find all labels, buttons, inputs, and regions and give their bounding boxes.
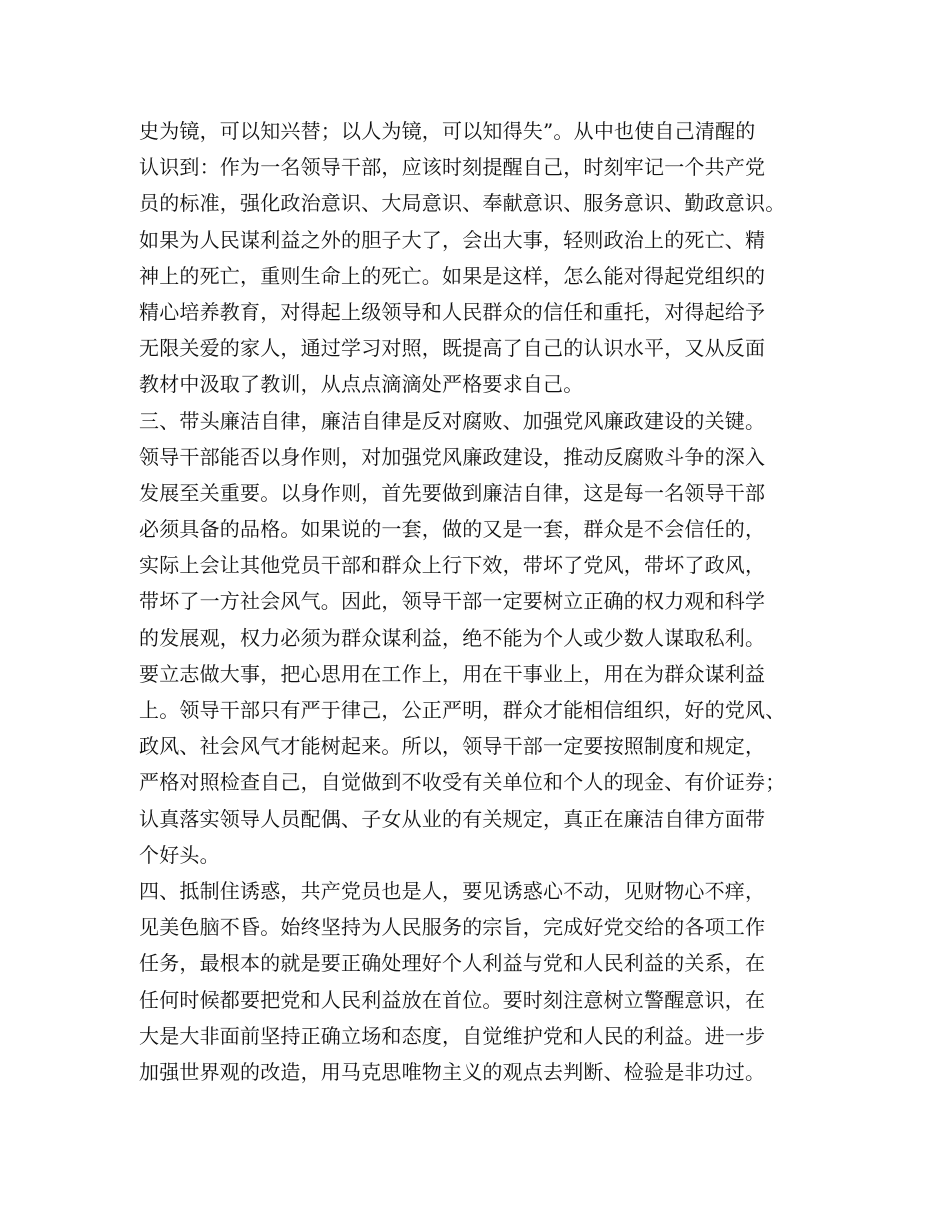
text-line: 上。领导干部只有严于律己，公正严明，群众才能相信组织，好的党风、 bbox=[139, 698, 786, 722]
text-line: 无限关爱的家人，通过学习对照，既提高了自己的认识水平，又从反面 bbox=[139, 336, 766, 361]
text-line: 发展至关重要。以身作则，首先要做到廉洁自律，这是每一名领导干部 bbox=[139, 480, 766, 505]
text-line: 领导干部能否以身作则，对加强党风廉政建设，推动反腐败斗争的深入 bbox=[139, 444, 766, 469]
section-heading-line: 四、抵制住诱惑，共产党员也是人，要见诱惑心不动，见财物心不痒， bbox=[139, 878, 766, 903]
text-line: 必须具备的品格。如果说的一套，做的又是一套，群众是不会信任的， bbox=[139, 517, 766, 542]
text-line: 认真落实领导人员配偶、子女从业的有关规定，真正在廉洁自律方面带 bbox=[139, 806, 766, 831]
text-line: 要立志做大事，把心思用在工作上，用在干事业上，用在为群众谋利益 bbox=[139, 661, 766, 686]
text-line: 神上的死亡，重则生命上的死亡。如果是这样，怎么能对得起党组织的 bbox=[139, 263, 766, 288]
text-line: 大是大非面前坚持正确立场和态度，自觉维护党和人民的利益。进一步 bbox=[139, 1023, 766, 1048]
text-line: 政风、社会风气才能树起来。所以，领导干部一定要按照制度和规定， bbox=[139, 734, 766, 759]
text-line: 认识到：作为一名领导干部，应该时刻提醒自己，时刻牢记一个共产党 bbox=[139, 155, 766, 180]
text-line: 的发展观，权力必须为群众谋利益，绝不能为个人或少数人谋取私利。 bbox=[139, 625, 766, 650]
document-body bbox=[139, 113, 839, 1090]
text-line: 教材中汲取了教训，从点点滴滴处严格要求自己。 bbox=[139, 372, 584, 397]
section-heading-line: 三、带头廉洁自律，廉洁自律是反对腐败、加强党风廉政建设的关键。 bbox=[139, 408, 766, 433]
text-line: 任何时候都要把党和人民利益放在首位。要时刻注意树立警醒意识，在 bbox=[139, 987, 766, 1012]
text-line: 见美色脑不昏。始终坚持为人民服务的宗旨，完成好党交给的各项工作 bbox=[139, 915, 766, 940]
text-line: 个好头。 bbox=[139, 842, 220, 867]
text-line: 带坏了一方社会风气。因此，领导干部一定要树立正确的权力观和科学 bbox=[139, 589, 766, 614]
text-line: 如果为人民谋利益之外的胆子大了，会出大事，轻则政治上的死亡、精 bbox=[139, 227, 766, 252]
text-line: 加强世界观的改造，用马克思唯物主义的观点去判断、检验是非功过。 bbox=[139, 1059, 766, 1084]
text-line: 任务，最根本的就是要正确处理好个人利益与党和人民利益的关系，在 bbox=[139, 951, 766, 976]
text-line: 严格对照检查自己，自觉做到不收受有关单位和个人的现金、有价证券； bbox=[139, 770, 786, 795]
text-line: 史为镜，可以知兴替；以人为镜，可以知得失”。从中也使自己清醒的 bbox=[139, 119, 756, 143]
text-line: 实际上会让其他党员干部和群众上行下效，带坏了党风，带坏了政风， bbox=[139, 553, 766, 578]
text-line: 员的标准，强化政治意识、大局意识、奉献意识、服务意识、勤政意识。 bbox=[139, 191, 786, 216]
text-line: 精心培养教育，对得起上级领导和人民群众的信任和重托，对得起给予 bbox=[139, 299, 766, 324]
